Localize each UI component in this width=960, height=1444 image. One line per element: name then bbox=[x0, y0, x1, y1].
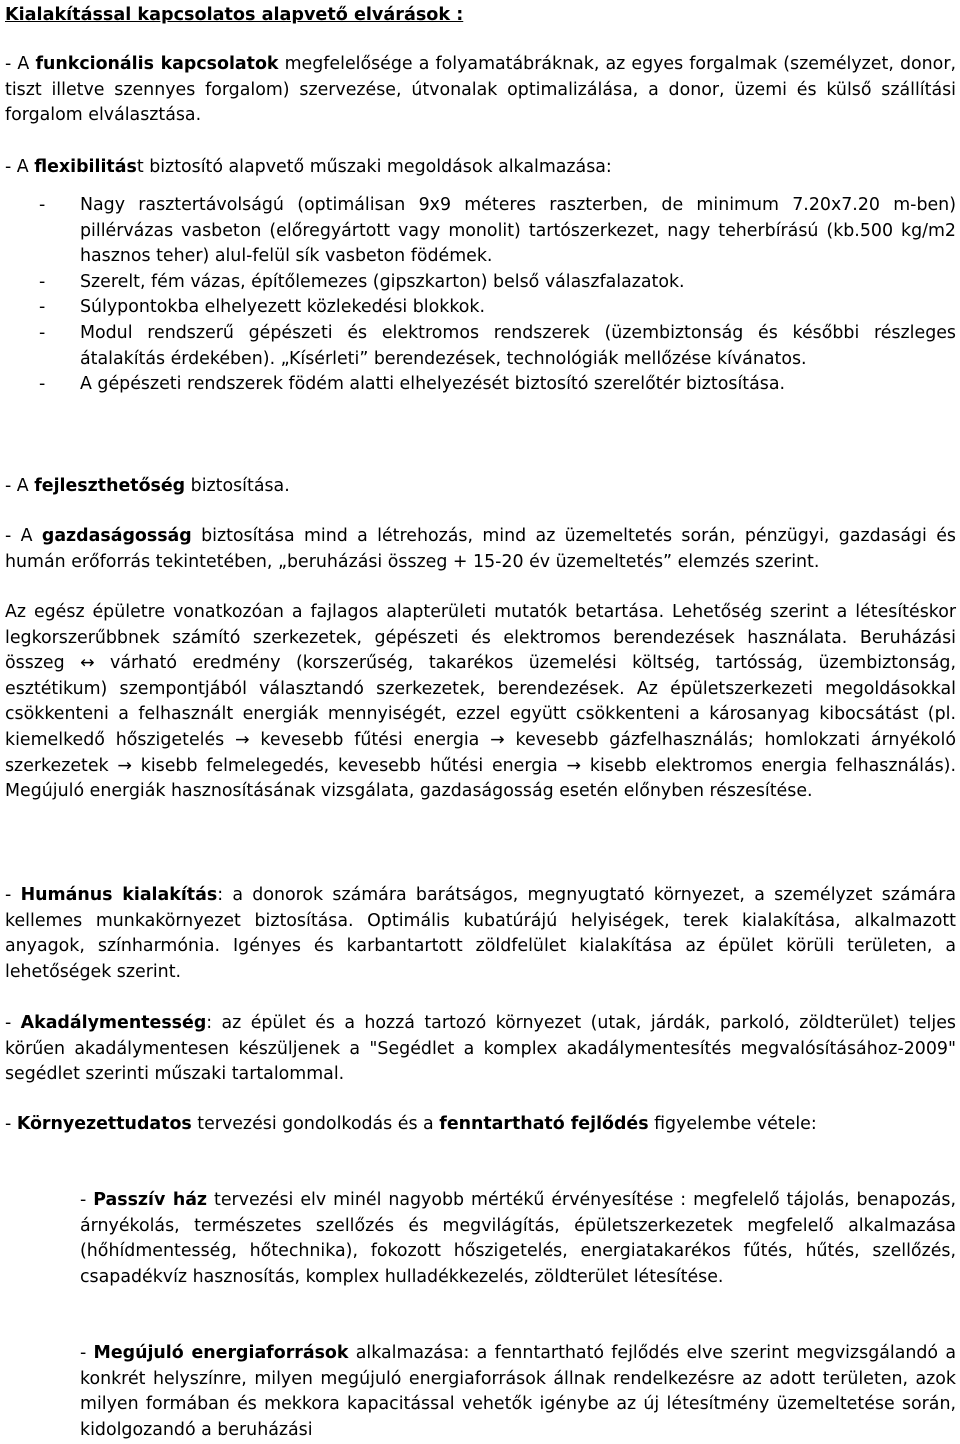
list-item: - A gépészeti rendszerek födém alatti elhelyezését biztosító szerelőtér biztosítása. bbox=[39, 374, 785, 395]
renewable-energy-term: Megújuló energiaforrások bbox=[93, 1343, 349, 1363]
list-item: - Modul rendszerű gépészeti és elektromos rendszerek (üzembiztonság és későbbi részleges átalakítás érdekében). „Kísérleti” berendezések, technológiák mellőzése kívánatos. bbox=[39, 322, 956, 369]
environment-paragraph: - Környezettudatos tervezési gondolkodás és a fenntartható fejlődés figyelembe vétele: bbox=[5, 1114, 817, 1134]
list-item: - Szerelt, fém vázas, építőlemezes (gipszkarton) belső válaszfalazatok. bbox=[39, 271, 685, 292]
accessibility-paragraph: - Akadálymentesség: az épület és a hozzá tartozó környezet (utak, járdák, parkoló, zöldterület) teljes körűen akadálymentesen készüljenek a "Segédlet a komplex akadálymentesítés megvalósításához-2009" segédlet szerinti műszaki tartalommal. bbox=[5, 1013, 956, 1085]
list-item: - Nagy rasztertávolságú (optimálisan 9x9 méteres raszterben, de minimum 7.20x7.20 m-ben) pillérvázas vasbeton (előregyártott vagy monolit) tartószerkezet, nagy teherbírású (kb.500 kg/m2 hasznos teher) alul-felül sík vasbeton födémek. bbox=[39, 195, 956, 267]
list-item: - Súlypontokba elhelyezett közlekedési blokkok. bbox=[39, 297, 486, 318]
renewable-energy-paragraph: - Megújuló energiaforrások alkalmazása: a fenntartható fejlődés elve szerint megvizsgálandó a konkrét helyszínre, milyen megújuló energiaforrások állnak rendelkezésre az adott területen, azok milyen formában és mekkora kapacitással vehetők igénybe az új létesítmény üzemeltetése során, kidolgozandó a beruházási bbox=[80, 1343, 956, 1440]
economy-detail-paragraph: Az egész épületre vonatkozóan a fajlagos alapterületi mutatók betartása. Lehetőség szerint a létesítéskor legkorszerűbbnek számító szerkezetek, gépészeti és elektromos berendezések használata. Beruházási összeg ↔ várható eredmény (korszerűség, takarékos üzemelési költség, tartósság, üzembiztonság, esztétikum) szempontjából választandó szerkezetek, berendezések. Az épületszerkezeti megoldásokkal csökkenteni a felhasznált energiák mennyiségét, ezzel együtt csökkenteni a károsanyag kibocsátást (pl. kiemelkedő hőszigetelés → kevesebb fűtési energia → kevesebb gázfelhasználás; homlokzati árnyékoló szerkezetek → kisebb felmelegedés, kevesebb hűtési energia → kisebb elektromos energia felhasználás). Megújuló energiák hasznosításának vizsgálata, gazdaságosság esetén előnyben részesítése. bbox=[5, 602, 956, 802]
development-term: fejleszthetőség bbox=[34, 476, 186, 496]
environment-term: Környezettudatos bbox=[16, 1114, 192, 1134]
page-title: Kialakítással kapcsolatos alapvető elvárások : bbox=[5, 5, 464, 25]
functional-paragraph: - A funkcionális kapcsolatok megfelelősége a folyamatábráknak, az egyes forgalmak (személyzet, donor, tiszt illetve szennyes forgalom) szervezése, útvonalak optimalizálása, a donor, üzemi és külső szállítási forgalom elválasztása. bbox=[5, 54, 957, 126]
accessibility-term: Akadálymentesség bbox=[20, 1013, 207, 1033]
humane-paragraph: - Humánus kialakítás: a donorok számára barátságos, megnyugtató környezet, a személyzet számára kellemes munkakörnyezet biztosítása. Optimális kubatúrájú helyiségek, terek kialakítása, alkalmazott anyagok, színharmónia. Igényes és karbantartott zöldfelület kialakítása az épület körüli területen, a lehetőségek szerint. bbox=[5, 885, 956, 982]
flexibility-paragraph: - A flexibilitást biztosító alapvető műszaki megoldások alkalmazása: bbox=[5, 157, 612, 177]
economy-term: gazdaságosság bbox=[41, 526, 192, 546]
development-paragraph: - A fejleszthetőség biztosítása. bbox=[5, 476, 290, 496]
humane-term: Humánus kialakítás bbox=[20, 885, 218, 905]
flexibility-term: flexibilitás bbox=[34, 157, 137, 177]
sustainability-term: fenntartható fejlődés bbox=[439, 1114, 649, 1134]
functional-term: funkcionális kapcsolatok bbox=[35, 54, 279, 74]
economy-paragraph: - A gazdaságosság biztosítása mind a létrehozás, mind az üzemeltetés során, pénzügyi, gazdasági és humán erőforrás tekintetében, „beruházási összeg + 15-20 év üzemeltetés” elemzés szerint. bbox=[5, 526, 956, 572]
passive-house-term: Passzív ház bbox=[93, 1190, 208, 1210]
passive-house-paragraph: - Passzív ház tervezési elv minél nagyobb mértékű érvényesítése : megfelelő tájolás, benapozás, árnyékolás, természetes szellőzés és megvilágítás, épületszerkezetek megfelelő alkalmazása (hőhídmentesség, hőtechnika), fokozott hőszigetelés, energiatakarékos fűtés, hűtés, szellőzés, csapadékvíz hasznosítás, komplex hulladékkezelés, zöldterület létesítése. bbox=[80, 1190, 956, 1287]
flexibility-list bbox=[39, 193, 956, 398]
